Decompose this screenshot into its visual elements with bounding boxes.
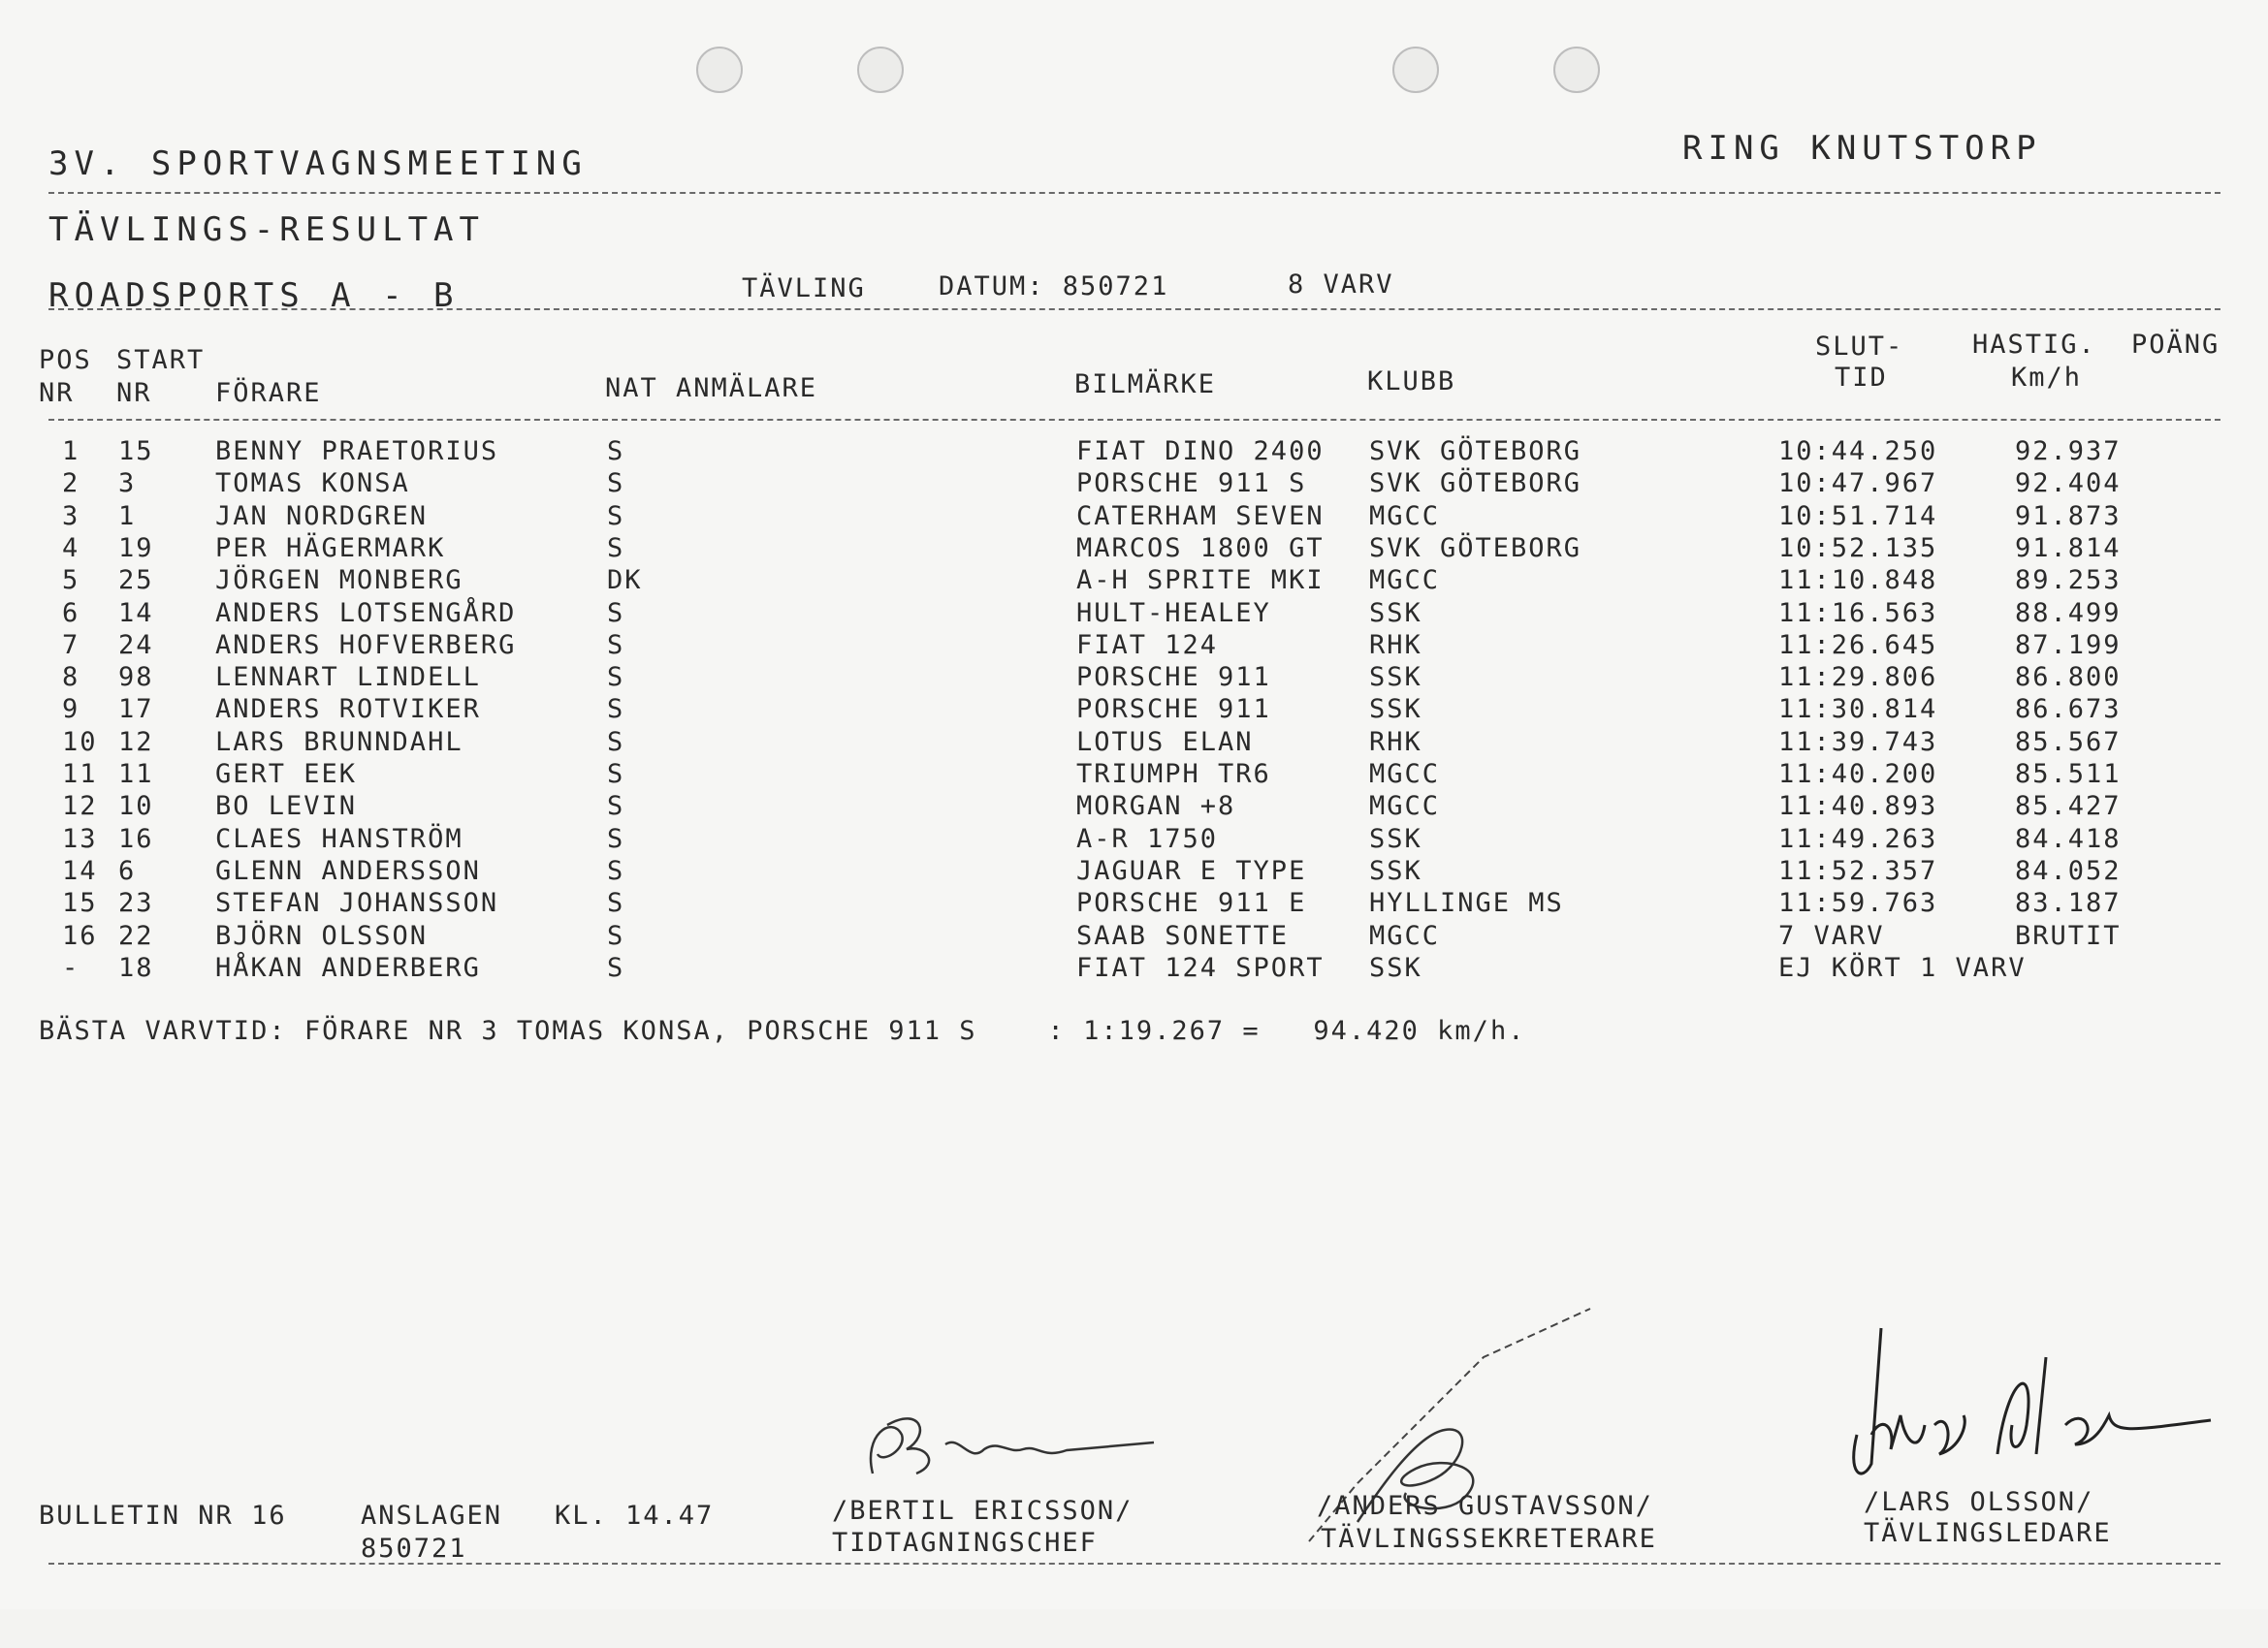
cell-pos: 14 — [62, 855, 98, 886]
col-pos: POS — [39, 345, 92, 375]
cell-nat: S — [607, 532, 625, 563]
cell-pos: 15 — [62, 888, 98, 919]
posted-time: KL. 14.47 — [555, 1501, 715, 1531]
cell-nat: S — [607, 436, 625, 466]
cell-speed: 84.418 — [2015, 823, 2122, 854]
cell-pos: 8 — [62, 662, 80, 693]
signature-ericsson — [834, 1396, 1183, 1503]
cell-car: PORSCHE 911 S — [1076, 468, 1307, 499]
cell-car: LOTUS ELAN — [1076, 726, 1254, 757]
col-driver: FÖRARE — [215, 378, 322, 408]
cell-car: FIAT DINO 2400 — [1076, 436, 1325, 466]
cell-pos: 5 — [62, 565, 80, 596]
table-row — [58, 597, 2191, 632]
cell-time: 11:59.763 — [1778, 888, 1938, 919]
cell-pos: 2 — [62, 468, 80, 499]
cell-start: 15 — [118, 436, 154, 466]
col-speed-unit: Km/h — [2011, 363, 2083, 393]
cell-speed: 92.404 — [2015, 468, 2122, 499]
cell-nat: S — [607, 888, 625, 919]
cell-driver: CLAES HANSTRÖM — [215, 823, 463, 854]
cell-car: SAAB SONETTE — [1076, 920, 1290, 951]
cell-club: SSK — [1369, 855, 1422, 886]
table-row — [58, 761, 2191, 793]
cell-pos: 3 — [62, 500, 80, 531]
col-pos-nr: NR — [39, 378, 75, 408]
cell-time: 7 VARV — [1778, 920, 1885, 951]
cell-club: SVK GÖTEBORG — [1369, 532, 1582, 563]
cell-time: 10:51.714 — [1778, 500, 1938, 531]
cell-start: 14 — [118, 597, 154, 628]
cell-speed: 85.567 — [2015, 726, 2122, 757]
cell-driver: JÖRGEN MONBERG — [215, 565, 463, 596]
table-row — [58, 470, 2191, 502]
cell-speed: BRUTIT — [2015, 920, 2122, 951]
table-row — [58, 438, 2191, 470]
cell-club: MGCC — [1369, 759, 1441, 789]
cell-nat: S — [607, 952, 625, 983]
cell-driver: LENNART LINDELL — [215, 662, 481, 693]
cell-speed: 86.673 — [2015, 694, 2122, 725]
col-speed: HASTIG. — [1972, 330, 2096, 360]
cell-speed: 84.052 — [2015, 855, 2122, 886]
race-date: DATUM: 850721 — [939, 271, 1169, 301]
fastest-lap: BÄSTA VARVTID: FÖRARE NR 3 TOMAS KONSA, PORSCHE 911 S : 1:19.267 = 94.420 km/h. — [39, 1016, 1526, 1046]
cell-time: 11:49.263 — [1778, 823, 1938, 854]
signature-olsson — [1842, 1318, 2230, 1512]
cell-nat: S — [607, 791, 625, 822]
cell-time: 11:40.200 — [1778, 759, 1938, 789]
cell-driver: ANDERS ROTVIKER — [215, 694, 481, 725]
cell-club: SSK — [1369, 694, 1422, 725]
cell-time: 11:52.357 — [1778, 855, 1938, 886]
cell-time: 11:29.806 — [1778, 662, 1938, 693]
cell-pos: - — [62, 952, 80, 983]
cell-driver: BENNY PRAETORIUS — [215, 436, 499, 466]
cell-driver: BJÖRN OLSSON — [215, 920, 429, 951]
cell-pos: 4 — [62, 532, 80, 563]
cell-start: 12 — [118, 726, 154, 757]
posted-date: 850721 — [361, 1534, 467, 1564]
cell-nat: S — [607, 694, 625, 725]
cell-speed: 85.511 — [2015, 759, 2122, 789]
cell-nat: S — [607, 468, 625, 499]
cell-nat: S — [607, 920, 625, 951]
cell-start: 11 — [118, 759, 154, 789]
cell-car: TRIUMPH TR6 — [1076, 759, 1271, 789]
col-start: START — [116, 345, 206, 375]
cell-speed: 87.199 — [2015, 629, 2122, 660]
cell-pos: 6 — [62, 597, 80, 628]
cell-driver: BO LEVIN — [215, 791, 358, 822]
divider — [48, 192, 2220, 194]
cell-car: FIAT 124 — [1076, 629, 1219, 660]
race-label: TÄVLING — [742, 273, 866, 303]
cell-driver: STEFAN JOHANSSON — [215, 888, 499, 919]
cell-pos: 9 — [62, 694, 80, 725]
cell-time: 10:44.250 — [1778, 436, 1938, 466]
col-time: SLUT- — [1815, 332, 1904, 362]
cell-nat: S — [607, 855, 625, 886]
cell-start: 23 — [118, 888, 154, 919]
event-title: 3V. SPORTVAGNSMEETING — [48, 144, 588, 183]
cell-nat: S — [607, 823, 625, 854]
cell-time: 11:40.893 — [1778, 791, 1938, 822]
cell-club: SVK GÖTEBORG — [1369, 468, 1582, 499]
cell-pos: 12 — [62, 791, 98, 822]
cell-speed: 91.814 — [2015, 532, 2122, 563]
cell-time: 11:16.563 — [1778, 597, 1938, 628]
cell-speed: 83.187 — [2015, 888, 2122, 919]
cell-speed: 92.937 — [2015, 436, 2122, 466]
cell-car: A-H SPRITE MKI — [1076, 565, 1325, 596]
table-row — [58, 664, 2191, 696]
cell-car: A-R 1750 — [1076, 823, 1219, 854]
cell-driver: TOMAS KONSA — [215, 468, 410, 499]
signer-role-gustavsson: TÄVLINGSSEKRETERARE — [1321, 1524, 1657, 1554]
cell-start: 25 — [118, 565, 154, 596]
cell-driver: HÅKAN ANDERBERG — [215, 952, 481, 983]
cell-time: 11:39.743 — [1778, 726, 1938, 757]
signer-role-ericsson: TIDTAGNINGSCHEF — [832, 1528, 1098, 1558]
cell-start: 24 — [118, 629, 154, 660]
col-club: KLUBB — [1367, 366, 1456, 396]
cell-nat: S — [607, 662, 625, 693]
cell-club: MGCC — [1369, 500, 1441, 531]
cell-driver: ANDERS LOTSENGÅRD — [215, 597, 517, 628]
cell-pos: 7 — [62, 629, 80, 660]
cell-club: SSK — [1369, 823, 1422, 854]
cell-nat: DK — [607, 565, 643, 596]
cell-time: 10:52.135 — [1778, 532, 1938, 563]
cell-driver: ANDERS HOFVERBERG — [215, 629, 517, 660]
divider — [48, 1563, 2220, 1565]
punch-hole — [1392, 47, 1439, 93]
cell-pos: 1 — [62, 436, 80, 466]
punch-hole — [857, 47, 904, 93]
col-points: POÄNG — [2131, 330, 2220, 360]
cell-club: MGCC — [1369, 565, 1441, 596]
cell-speed: 86.800 — [2015, 662, 2122, 693]
cell-time: 11:26.645 — [1778, 629, 1938, 660]
cell-speed: 89.253 — [2015, 565, 2122, 596]
table-row — [58, 823, 2191, 858]
divider — [48, 308, 2220, 310]
posted-label: ANSLAGEN — [361, 1501, 503, 1531]
cell-nat: S — [607, 759, 625, 789]
table-row — [58, 629, 2191, 664]
table-row — [58, 952, 2191, 987]
col-nat: NAT ANMÄLARE — [605, 373, 818, 403]
cell-car: CATERHAM SEVEN — [1076, 500, 1325, 531]
cell-club: SSK — [1369, 597, 1422, 628]
divider — [48, 419, 2220, 421]
cell-nat: S — [607, 597, 625, 628]
cell-pos: 11 — [62, 759, 98, 789]
punch-hole — [696, 47, 743, 93]
cell-car: MARCOS 1800 GT — [1076, 532, 1325, 563]
table-row — [58, 532, 2191, 567]
cell-nat: S — [607, 726, 625, 757]
cell-driver: JAN NORDGREN — [215, 500, 429, 531]
table-row — [58, 567, 2191, 599]
signer-name-gustavsson: /ANDERS GUSTAVSSON/ — [1317, 1491, 1653, 1521]
venue-title: RING KNUTSTORP — [1682, 129, 2042, 168]
table-row — [58, 696, 2191, 728]
col-car: BILMÄRKE — [1074, 369, 1217, 399]
race-laps: 8 VARV — [1288, 269, 1394, 300]
cell-time: EJ KÖRT 1 VARV — [1778, 952, 2027, 983]
bulletin-number: BULLETIN NR 16 — [39, 1501, 287, 1531]
cell-car: PORSCHE 911 — [1076, 694, 1271, 725]
cell-car: MORGAN +8 — [1076, 791, 1236, 822]
cell-pos: 10 — [62, 726, 98, 757]
table-row — [58, 920, 2191, 955]
signer-role-olsson: TÄVLINGSLEDARE — [1864, 1518, 2112, 1548]
cell-car: HULT-HEALEY — [1076, 597, 1271, 628]
signer-name-ericsson: /BERTIL ERICSSON/ — [832, 1496, 1134, 1526]
cell-start: 98 — [118, 662, 154, 693]
cell-driver: GERT EEK — [215, 759, 358, 789]
table-row — [58, 855, 2191, 890]
cell-speed: 85.427 — [2015, 791, 2122, 822]
cell-club: SSK — [1369, 662, 1422, 693]
table-row — [58, 793, 2191, 825]
cell-driver: GLENN ANDERSSON — [215, 855, 481, 886]
cell-speed: 91.873 — [2015, 500, 2122, 531]
cell-time: 11:10.848 — [1778, 565, 1938, 596]
table-row — [58, 726, 2191, 761]
cell-start: 3 — [118, 468, 137, 499]
cell-driver: LARS BRUNNDAHL — [215, 726, 463, 757]
cell-start: 1 — [118, 500, 137, 531]
cell-car: FIAT 124 SPORT — [1076, 952, 1325, 983]
document-title: TÄVLINGS-RESULTAT — [48, 210, 485, 249]
cell-start: 10 — [118, 791, 154, 822]
table-row — [58, 890, 2191, 922]
cell-start: 17 — [118, 694, 154, 725]
cell-club: MGCC — [1369, 791, 1441, 822]
col-start-nr: NR — [116, 378, 152, 408]
cell-club: RHK — [1369, 726, 1422, 757]
cell-club: MGCC — [1369, 920, 1441, 951]
cell-start: 19 — [118, 532, 154, 563]
cell-time: 11:30.814 — [1778, 694, 1938, 725]
cell-nat: S — [607, 629, 625, 660]
cell-pos: 13 — [62, 823, 98, 854]
cell-club: RHK — [1369, 629, 1422, 660]
cell-club: SSK — [1369, 952, 1422, 983]
class-title: ROADSPORTS A - B — [48, 276, 460, 315]
cell-car: PORSCHE 911 E — [1076, 888, 1307, 919]
col-time-2: TID — [1835, 363, 1888, 393]
table-row — [58, 500, 2191, 535]
cell-start: 18 — [118, 952, 154, 983]
cell-club: HYLLINGE MS — [1369, 888, 1564, 919]
cell-car: PORSCHE 911 — [1076, 662, 1271, 693]
cell-pos: 16 — [62, 920, 98, 951]
cell-car: JAGUAR E TYPE — [1076, 855, 1307, 886]
punch-hole — [1553, 47, 1600, 93]
cell-start: 16 — [118, 823, 154, 854]
cell-start: 22 — [118, 920, 154, 951]
cell-nat: S — [607, 500, 625, 531]
cell-driver: PER HÄGERMARK — [215, 532, 446, 563]
cell-time: 10:47.967 — [1778, 468, 1938, 499]
cell-club: SVK GÖTEBORG — [1369, 436, 1582, 466]
signer-name-olsson: /LARS OLSSON/ — [1864, 1487, 2094, 1517]
cell-start: 6 — [118, 855, 137, 886]
cell-speed: 88.499 — [2015, 597, 2122, 628]
